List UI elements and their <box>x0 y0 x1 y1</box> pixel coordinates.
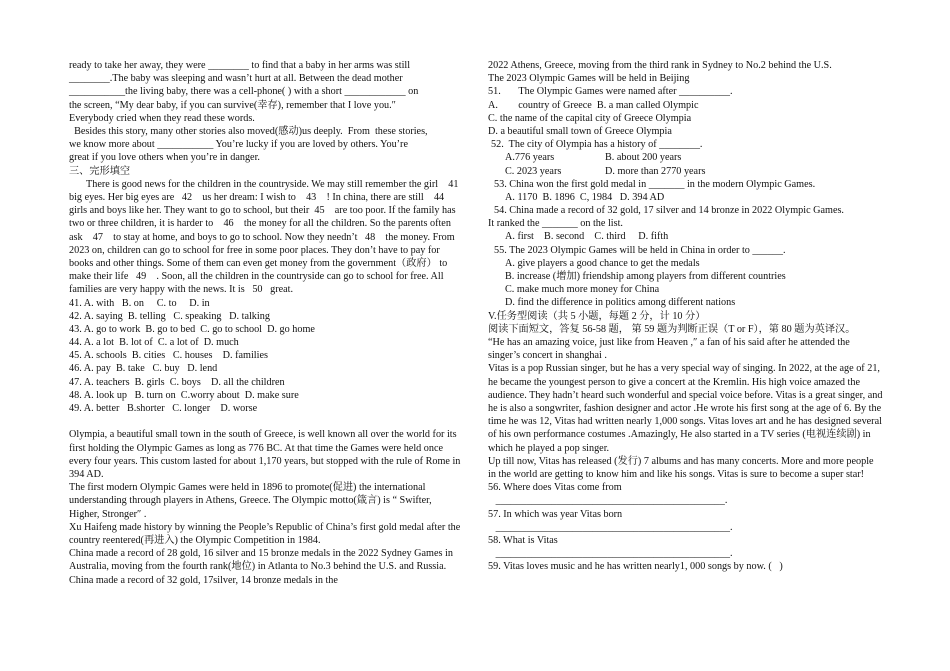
cloze-option-line: 49. A. better B.shorter C. longer D. worse <box>69 403 258 415</box>
question-54-options: A. first B. second C. third D. fifth <box>505 231 669 243</box>
question-58-stem: 58. What is Vitas <box>488 534 558 546</box>
text-line: we know more about ___________ You’re lucky if you are loved by others. You’re <box>69 139 408 151</box>
cloze-option-line: 46. A. pay B. take C. buy D. lend <box>69 363 218 375</box>
olympia-paragraph: Xu Haifeng made history by winning the People’s Republic of China’s first gold medal after the country reentered(再进入) the Olympic Competition in 1984. <box>69 521 461 547</box>
text-line: Besides this story, many other stories also moved(感动)us deeply. From these stories, <box>69 125 428 137</box>
question-55-option: A. give players a good chance to get the medals <box>505 257 700 269</box>
section-heading-cloze: 三、完形填空 <box>69 165 131 177</box>
olympia-paragraph: Olympia, a beautiful small town in the south of Greece, is well known all over the world for its first holding the Olympic Games as long as 776 BC. At that time the Games were held once every four years. This custom lasted for about 1,170 years, but stopped with the rule of Rome in 394 AD. <box>69 429 461 480</box>
text-line: the screen, “My dear baby, if you can survive(幸存), remember that I love you.″ <box>69 99 396 111</box>
question-52-option-d: D. more than 2770 years <box>605 165 706 177</box>
cloze-option-line: 47. A. teachers B. girls C. boys D. all the children <box>69 376 285 388</box>
question-53-options: A. 1170 B. 1896 C, 1984 D. 394 AD <box>505 191 665 203</box>
cloze-option-line: 48. A. look up B. turn on C.worry about D. make sure <box>69 389 299 401</box>
question-51-option-a: A. country of Greece B. a man called Olympic <box>488 99 699 111</box>
question-57-stem: 57. In which was year Vitas born <box>488 508 623 520</box>
question-52-option-c: C. 2023 years <box>505 165 562 177</box>
cloze-option-line: 42. A. saying B. telling C. speaking D. talking <box>69 310 270 322</box>
right-column <box>488 59 883 574</box>
question-54-stem: 54. China made a record of 32 gold, 17 silver and 14 bronze in 2022 Olympic Games. <box>494 205 844 217</box>
olympia-paragraph: China made a record of 28 gold, 16 silver and 15 bronze medals in the 2022 Sydney Games in Australia, moving from the fourth rank(地位) in Atlanta to No.3 behind the U.S. and Russia. China made a record of 32 gold, 17silver, 14 bronze medals in the <box>69 548 453 586</box>
section-heading-task-reading: V.任务型阅读（共 5 小题，每题 2 分，计 10 分） <box>488 310 706 322</box>
question-53-stem: 53. China won the first gold medal in _______ in the modern Olympic Games. <box>494 178 816 190</box>
question-51-option-c: C. the name of the capital city of Greece Olympia <box>488 112 692 124</box>
question-55-option: D. find the difference in politics among different nations <box>505 297 736 309</box>
text-line: The 2023 Olympic Games will be held in Beijing <box>488 73 690 85</box>
text-line: ___________the living baby, there was a cell-phone( ) with a short ____________ on <box>69 86 419 98</box>
question-56-stem: 56. Where does Vitas come from <box>488 482 622 494</box>
text-line: Everybody cried when they read these words. <box>69 112 255 124</box>
text-line: 2022 Athens, Greece, moving from the third rank in Sydney to No.2 behind the U.S. <box>488 60 832 71</box>
question-51-option-d: D. a beautiful small town of Greece Olympia <box>488 125 672 137</box>
question-56-answer-line[interactable]: _____________________________________________. <box>488 495 728 507</box>
text-line: ready to take her away, they were ________ to find that a baby in her arms was still <box>69 60 411 71</box>
olympia-paragraph: The first modern Olympic Games were held in 1896 to promote(促进) the international understanding through players in Athens, Greece. The Olympic motto(箴言) is “ Swifter, Higher, Stronger″ . <box>69 482 432 520</box>
question-57-answer-line[interactable]: ______________________________________________. <box>488 521 733 533</box>
question-55-stem: 55. The 2023 Olympic Games will be held in China in order to ______. <box>494 244 786 256</box>
question-52-stem: 52. The city of Olympia has a history of ________. <box>491 139 703 151</box>
cloze-option-line: 45. A. schools B. cities C. houses D. families <box>69 350 268 362</box>
cloze-option-line: 44. A. a lot B. lot of C. a lot of D. much <box>69 337 239 349</box>
cloze-paragraph: There is good news for the children in the countryside. We may still remember the girl 41 big eyes. Her big eyes are 42 us her dream: I wish to 43 ! In china, there are still 44 girls and boys like her. They want to go to school, but their 45 are too poor. If the family has two or three children, it is harder to 46 the money for all the children. So the parents often ask 47 to stay at home, and boys to go to school. Now they needn’t 48 the money. From 2023 on, children can go to school for free in some poor places. They don’t have to pay for books and other things. Some of them can even get money from the government（政府） to make their life 49 . Soon, all the children in the countryside can go to school for free. All families are very happy with the news. It is 50 great. <box>69 178 467 296</box>
question-55-option: C. make much more money for China <box>505 284 660 296</box>
question-58-answer-line[interactable]: ______________________________________________. <box>488 548 733 560</box>
question-52-option-a: A.776 years <box>505 152 555 164</box>
question-52-option-b: B. about 200 years <box>605 152 682 164</box>
question-54-stem-continued: It ranked the _______ on the list. <box>488 218 623 230</box>
vitas-paragraph: “He has an amazing voice, just like from Heaven ,″ a fan of his said after he attended the singer’s concert in shanghai . <box>488 336 850 362</box>
spacer <box>69 415 462 428</box>
question-55-option: B. increase (增加) friendship among players from different countries <box>505 271 786 282</box>
question-51-stem: 51. The Olympic Games were named after __________. <box>488 86 733 98</box>
cloze-option-line: 41. A. with B. on C. to D. in <box>69 297 210 309</box>
section-instructions: 阅读下面短文，答复 56-58 题， 第 59 题为判断正误（T or F），第 80 题为英译汉。 <box>488 323 856 335</box>
text-line: great if you love others when you’re in danger. <box>69 152 260 164</box>
vitas-paragraph: Up till now, Vitas has released (发行) 7 albums and has many concerts. More and more people in the world are getting to know him and like his songs. Vitas is sure to become a super star! <box>488 455 874 480</box>
left-column <box>69 59 467 587</box>
cloze-option-line: 43. A. go to work B. go to bed C. go to school D. go home <box>69 323 315 335</box>
question-52-options-row <box>488 165 883 178</box>
question-52-options-row <box>488 151 883 164</box>
vitas-paragraph: Vitas is a pop Russian singer, but he has a very special way of singing. In 2022, at the age of 21, he became the youngest person to give a concert at the Kremlin. His high voice amazed the audience. They hadn’t heard such wonderful and special voice before. Vitas is a great singer, and he is also a songwriter, fashion designer and actor .He wrote his first song at the age of 6. By the time he was 12, Vitas had written nearly 1,000 songs. Vitas loves art and he has designed several of his own performance costumes .Amazingly, He also started in a TV series (电视连续剧) in which he played a pop singer. <box>488 363 883 454</box>
question-59-stem: 59. Vitas loves music and he has written nearly1, 000 songs by now. ( ) <box>488 561 783 573</box>
text-line: ________.The baby was sleeping and wasn’t hurt at all. Between the dead mother <box>69 73 403 85</box>
